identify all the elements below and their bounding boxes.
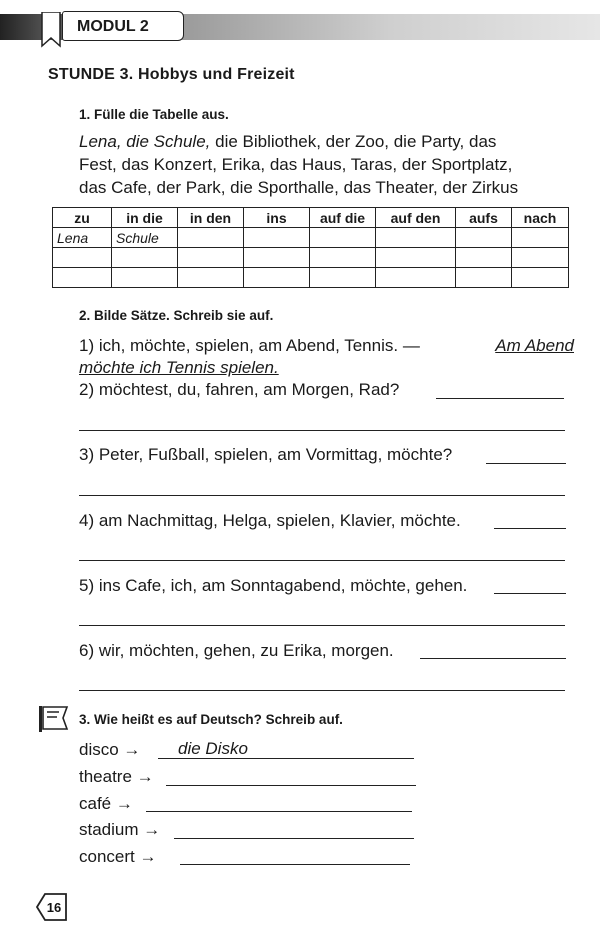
vocab-item — [79, 847, 156, 867]
sentence-1 — [79, 335, 574, 379]
table-cell[interactable] — [376, 268, 456, 288]
sentence-1-prompt: 1) ich, möchte, spielen, am Abend, Tennis. — — [79, 336, 420, 355]
task1-word-list — [79, 130, 574, 199]
word-list-line3: das Cafe, der Park, die Sporthalle, das Theater, der Zirkus — [79, 178, 519, 197]
word-list-example: Lena, die Schule, — [79, 132, 211, 151]
sentence-2: 2) möchtest, du, fahren, am Morgen, Rad? — [79, 380, 400, 399]
col-header: aufs — [456, 208, 512, 228]
table-cell[interactable] — [456, 248, 512, 268]
page-number-badge — [36, 893, 68, 921]
answer-line[interactable] — [174, 838, 414, 839]
col-header: in die — [112, 208, 178, 228]
modul-label: MODUL 2 — [62, 11, 184, 41]
word-list-line2: Fest, das Konzert, Erika, das Haus, Taras, der Sportplatz, — [79, 155, 513, 174]
answer-line[interactable] — [494, 593, 566, 594]
col-header: ins — [244, 208, 310, 228]
sentence-1-answer-b: möchte ich Tennis spielen. — [79, 358, 279, 377]
vocab-item — [79, 820, 160, 840]
task2-heading: 2. Bilde Sätze. Schreib sie auf. — [79, 308, 274, 323]
table-cell[interactable] — [53, 248, 112, 268]
answer-line[interactable] — [158, 758, 414, 759]
col-header: auf den — [376, 208, 456, 228]
vocab-word: concert — [79, 847, 135, 866]
table-cell[interactable] — [244, 228, 310, 248]
answer-line[interactable] — [166, 785, 416, 786]
preposition-table — [52, 207, 569, 288]
table-cell[interactable] — [112, 268, 178, 288]
table-row — [53, 268, 569, 288]
table-row — [53, 248, 569, 268]
arrow-icon: → — [136, 767, 154, 786]
table-cell[interactable] — [456, 228, 512, 248]
table-cell[interactable] — [244, 248, 310, 268]
table-cell[interactable] — [376, 248, 456, 268]
table-cell[interactable] — [244, 268, 310, 288]
answer-line[interactable] — [494, 528, 566, 529]
answer-line[interactable] — [79, 560, 565, 561]
page-title: STUNDE 3. Hobbys und Freizeit — [48, 66, 295, 83]
table-cell[interactable] — [112, 248, 178, 268]
table-cell[interactable] — [53, 268, 112, 288]
answer-line[interactable] — [79, 495, 565, 496]
vocab-item — [79, 767, 154, 787]
table-cell[interactable] — [178, 248, 244, 268]
sentence-5: 5) ins Cafe, ich, am Sonntagabend, möchte, gehen. — [79, 576, 468, 595]
col-header: auf die — [310, 208, 376, 228]
vocab-word: café — [79, 794, 112, 813]
vocab-item — [79, 740, 140, 760]
table-cell[interactable] — [178, 268, 244, 288]
answer-line[interactable] — [180, 864, 410, 865]
page-number: 16 — [46, 900, 62, 915]
table-cell[interactable] — [512, 268, 569, 288]
answer-line[interactable] — [486, 463, 566, 464]
answer-line[interactable] — [146, 811, 412, 812]
answer-line[interactable] — [79, 625, 565, 626]
answer-line[interactable] — [420, 658, 566, 659]
table-cell[interactable]: Lena — [53, 228, 112, 248]
sentence-3: 3) Peter, Fußball, spielen, am Vormittag, möchte? — [79, 445, 453, 464]
vocab-answer: die Disko — [178, 739, 248, 758]
arrow-icon: → — [115, 794, 133, 813]
sentence-1-answer-a: Am Abend — [495, 336, 574, 355]
table-cell[interactable] — [376, 228, 456, 248]
col-header: zu — [53, 208, 112, 228]
sentence-4: 4) am Nachmittag, Helga, spielen, Klavier, möchte. — [79, 511, 461, 530]
arrow-icon: → — [139, 847, 157, 866]
answer-line[interactable] — [79, 690, 565, 691]
bookmark-icon — [40, 12, 62, 48]
table-cell[interactable] — [310, 268, 376, 288]
arrow-icon: → — [123, 740, 141, 759]
table-cell[interactable] — [512, 248, 569, 268]
table-cell[interactable] — [178, 228, 244, 248]
task3-heading: 3. Wie heißt es auf Deutsch? Schreib auf. — [79, 712, 343, 727]
table-header-row — [53, 208, 569, 228]
vocab-word: theatre — [79, 767, 132, 786]
task1-heading: 1. Fülle die Tabelle aus. — [79, 107, 229, 122]
col-header: in den — [178, 208, 244, 228]
vocab-item — [79, 794, 133, 814]
answer-line[interactable] — [436, 398, 564, 399]
word-list-line1: die Bibliothek, der Zoo, die Party, das — [210, 132, 497, 151]
arrow-icon: → — [143, 820, 161, 839]
table-cell[interactable] — [310, 228, 376, 248]
sentence-6: 6) wir, möchten, gehen, zu Erika, morgen. — [79, 641, 394, 660]
vocab-word: disco — [79, 740, 119, 759]
table-cell[interactable] — [512, 228, 569, 248]
col-header: nach — [512, 208, 569, 228]
flag-icon — [37, 704, 71, 734]
vocab-word: stadium — [79, 820, 139, 839]
table-row — [53, 228, 569, 248]
table-cell[interactable] — [456, 268, 512, 288]
table-cell[interactable] — [310, 248, 376, 268]
answer-line[interactable] — [79, 430, 565, 431]
table-cell[interactable]: Schule — [112, 228, 178, 248]
